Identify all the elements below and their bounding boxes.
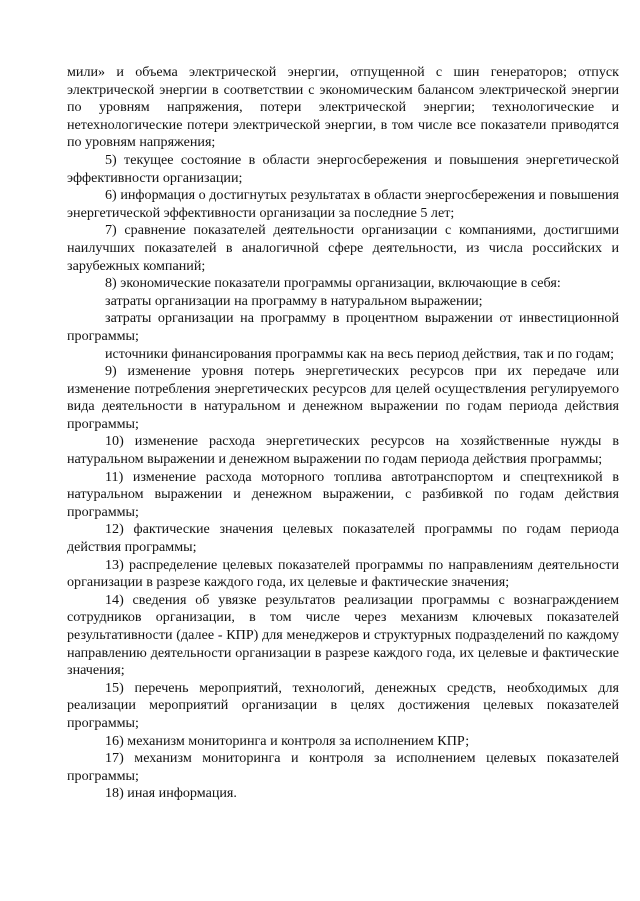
paragraph-item-13: 13) распределение целевых показателей программы по направлениям деятельности организации в разрезе каждого года, их целевые и фактические значения; bbox=[67, 556, 619, 591]
paragraph-item-12: 12) фактические значения целевых показателей программы по годам периода действия программы; bbox=[67, 521, 619, 556]
paragraph-item-16: 16) механизм мониторинга и контроля за исполнением КПР; bbox=[105, 732, 470, 749]
paragraph-item-11: 11) изменение расхода моторного топлива автотранспортом и спецтехникой в натуральном выражении и денежном выражении, с разбивкой по годам действия программы; bbox=[67, 468, 619, 520]
paragraph-item-7: 7) сравнение показателей деятельности организации с компаниями, достигшими наилучших показателей в аналогичной сфере деятельности, из числа российских и зарубежных компаний; bbox=[67, 222, 619, 274]
paragraph-item-9: 9) изменение уровня потерь энергетических ресурсов при их передаче или изменение потребления энергетических ресурсов для целей осуществления регулируемого вида деятельности в натуральном и денежном выражении по годам периода действия программы; bbox=[67, 363, 619, 432]
paragraph-item-10: 10) изменение расхода энергетических ресурсов на хозяйственные нужды в натуральном выражении и денежном выражении по годам периода действия программы; bbox=[67, 433, 619, 468]
paragraph-item-8-costs-percent: затраты организации на программу в процентном выражении от инвестиционной программы; bbox=[67, 310, 619, 344]
paragraph-item-8-funding-sources: источники финансирования программы как на весь период действия, так и по годам; bbox=[105, 345, 615, 362]
paragraph-item-8-costs-natural: затраты организации на программу в натуральном выражении; bbox=[105, 292, 483, 309]
paragraph-item-15: 15) перечень мероприятий, технологий, денежных средств, необходимых для реализации мероприятий организации в целях достижения целевых показателей программы; bbox=[67, 679, 619, 731]
paragraph-item-18: 18) иная информация. bbox=[105, 785, 237, 802]
paragraph-item-8: 8) экономические показатели программы организации, включающие в себя: bbox=[105, 275, 561, 292]
document-page bbox=[67, 64, 619, 803]
paragraph-item-5: 5) текущее состояние в области энергосбережения и повышения энергетической эффективности организации; bbox=[67, 151, 619, 186]
paragraph-item-6: 6) информация о достигнутых результатах в области энергосбережения и повышения энергетической эффективности организации за последние 5 лет; bbox=[67, 187, 619, 221]
paragraph-item-17: 17) механизм мониторинга и контроля за исполнением целевых показателей программы; bbox=[67, 750, 619, 784]
paragraph-item-14: 14) сведения об увязке результатов реализации программы с вознаграждением сотрудников организации, в том числе через механизм ключевых показателей результативности (далее - КПР) для менеджеров и структурных подразделений по каждому направлению деятельности организации в разрезе каждого года, их целевые и фактические значения; bbox=[67, 591, 619, 679]
paragraph-continuation: мили» и объема электрической энергии, отпущенной с шин генераторов; отпуск электрической энергии в соответствии с экономическим балансом электрической энергии по уровням напряжения, потери электрической энергии; технологические и нетехнологические потери электрической энергии, в том числе все показатели приводятся по уровням напряжения; bbox=[67, 64, 619, 151]
